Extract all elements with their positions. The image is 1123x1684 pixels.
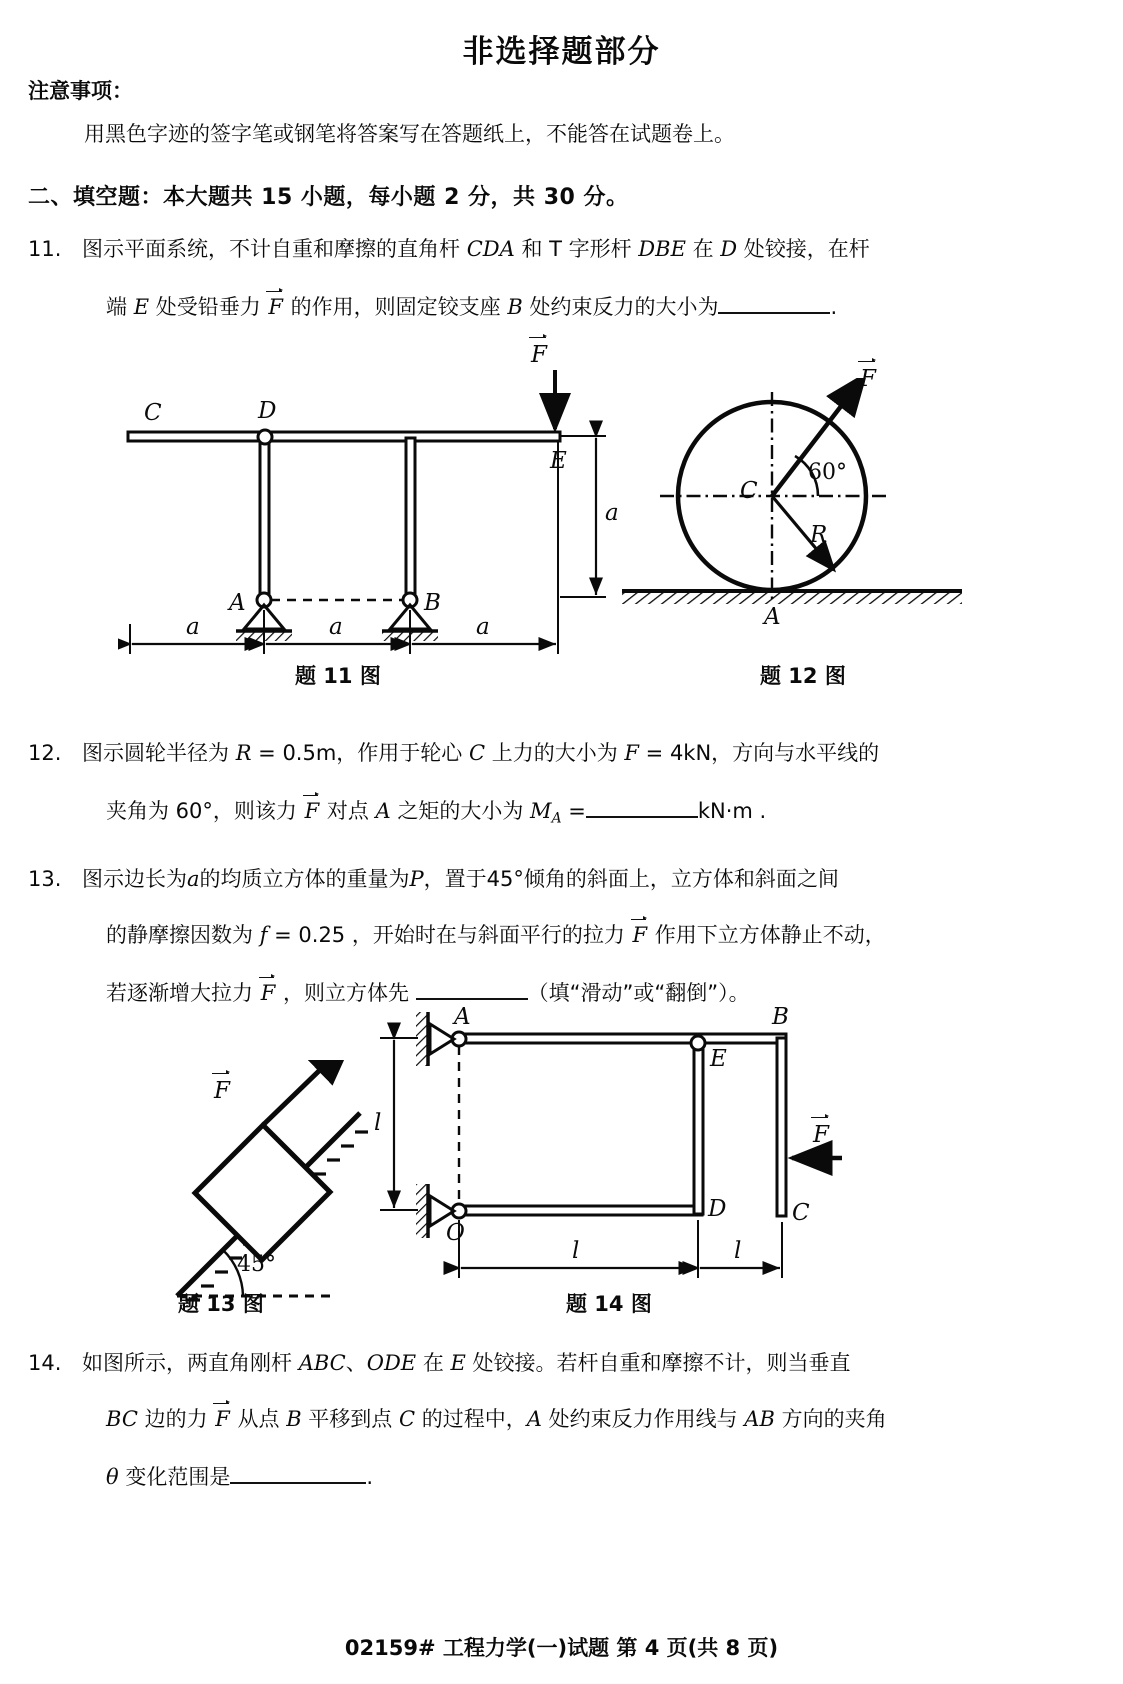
fig14-dim-h1: l [572,1238,580,1264]
question-12-line-1 [82,742,879,764]
question-12 [28,742,1098,842]
q11-answer-blank[interactable] [718,294,830,314]
fig14-label-E: E [710,1046,727,1072]
q11-l1-c: 在 [685,237,721,261]
fig11-label-B: B [424,590,441,616]
q11-var-b: B [507,295,523,319]
question-11-number: 11. [28,237,62,261]
q12-l1-b: = 0.5m，作用于轮心 [251,741,469,765]
fig11-dim-h1: a [186,614,200,640]
q11-l2-b: 处受铅垂力 [149,295,268,319]
page-title: 非选择题部分 [462,34,661,70]
q13-vector-f: F [632,923,648,947]
question-13-line-2 [106,924,886,946]
q14-l2-f: 处约束反力作用线与 [541,1407,745,1431]
q13-l1-b: 的均质立方体的重量为 [199,867,410,891]
q14-l1-d: 处铰接。若杆自重和摩擦不计，则当垂直 [465,1351,851,1375]
figure-12-caption: 题 12 图 [760,664,846,688]
fig11-dim-h2: a [329,614,343,640]
q14-var-bc: BC [106,1407,138,1431]
q12-var-c: C [468,741,486,765]
q12-var-m: M [530,799,552,823]
q14-var-a: A [526,1407,542,1431]
q13-l1-a: 图示边长为 [82,867,187,891]
q14-l1-a: 如图所示，两直角刚杆 [82,1351,299,1375]
q11-l1-b: 和 T 字形杆 [514,237,639,261]
q13-l2-c: 作用下立方体静止不动， [648,923,886,947]
question-14-line-3 [106,1464,373,1488]
fig14-dim-vertical: l [374,1110,382,1136]
q12-var-m-sub: A [551,810,562,827]
fig13-label-F: F [214,1078,230,1104]
fig11-label-C: C [144,400,162,426]
q12-l2-a: 夹角为 60°，则该力 [106,799,304,823]
q14-l3-tail: . [366,1465,374,1489]
q12-l2-tail: kN·m . [697,799,767,823]
fig12-label-R: R [810,522,828,548]
question-14-line-2 [106,1408,887,1430]
fig12-angle-label: 60° [808,460,847,485]
q12-vector-f: F [304,799,320,823]
question-14-line-1 [82,1352,851,1374]
figure-12 [612,366,972,638]
q14-var-b: B [286,1407,302,1431]
fig14-dim-h2: l [734,1238,742,1264]
fig14-label-B: B [772,1004,789,1030]
fig11-dim-vertical: a [605,500,619,526]
q14-answer-blank[interactable] [230,1464,366,1484]
question-11-line-2 [106,294,837,318]
fig14-label-C: C [792,1200,810,1226]
q14-l2-g: 方向的夹角 [774,1407,887,1431]
q12-l1-a: 图示圆轮半径为 [82,741,236,765]
fig14-label-D: D [708,1196,727,1222]
fig11-label-A: A [229,590,246,616]
fig12-label-F: F [860,366,876,392]
q12-l1-d: = 4kN，方向与水平线的 [639,741,880,765]
figure-12-svg [612,378,972,638]
figure-13-caption: 题 13 图 [178,1292,264,1316]
question-13-number: 13. [28,867,62,891]
figure-14 [372,1004,842,1290]
q14-var-c: C [398,1407,416,1431]
q12-l1-c: 上力的大小为 [485,741,625,765]
q12-var-f: F [624,741,639,765]
q13-l3-c: （填“滑动”或“翻倒”）。 [527,981,750,1005]
q14-var-ode: ODE [366,1351,417,1375]
q11-l2-d: 处约束反力的大小为 [522,295,719,319]
q13-answer-blank[interactable] [416,980,528,1000]
question-12-line-2 [106,798,766,826]
notice-label: 注意事项： [28,79,133,103]
figure-14-svg [372,1010,842,1290]
q12-l2-d: = [561,799,586,823]
q12-l2-b: 对点 [320,799,376,823]
q13-var-p: P [409,867,424,891]
page-footer: 02159# 工程力学(一)试题 第 4 页(共 8 页) [344,1636,779,1660]
q11-l1-a: 图示平面系统，不计自重和摩擦的直角杆 [82,237,467,261]
q11-l1-d: 处铰接，在杆 [737,237,870,261]
q13-l3-b: ，则立方体先 [276,981,416,1005]
q14-l2-b: 边的力 [137,1407,215,1431]
q13-var-a: a [187,867,200,891]
q11-var-cda: CDA [466,237,515,261]
fig11-label-D: D [258,398,277,424]
fig11-label-F: F [531,342,547,368]
q14-var-e: E [450,1351,466,1375]
q14-l2-c: 从点 [230,1407,287,1431]
q14-var-ab: AB [744,1407,775,1431]
q14-vector-f: F [215,1407,230,1431]
q12-var-a: A [375,799,391,823]
fig12-label-C: C [740,478,758,504]
q11-var-dbe: DBE [638,237,686,261]
q14-var-theta: θ [106,1465,119,1489]
q14-l2-e: 的过程中， [415,1407,527,1431]
notice-text: 用黑色字迹的签字笔或钢笔将答案写在答题纸上，不能答在试题卷上。 [84,122,735,146]
q13-l2-b: = 0.25 ，开始时在与斜面平行的拉力 [267,923,632,947]
q11-vector-f: F [268,295,283,319]
question-11 [28,238,1098,338]
q14-var-abc: ABC [298,1351,346,1375]
q13-l2-a: 的静摩擦因数为 [106,923,260,947]
q12-var-r: R [235,741,252,765]
figure-14-caption: 题 14 图 [566,1292,652,1316]
q11-l2-a: 端 [106,295,134,319]
figure-11 [118,342,628,662]
q11-var-d: D [720,237,738,261]
q13-vector-f2: F [260,981,276,1005]
question-13-line-3 [106,980,750,1004]
fig11-dim-h3: a [476,614,490,640]
section-heading: 二、填空题：本大题共 15 小题，每小题 2 分，共 30 分。 [28,185,629,210]
fig11-label-E: E [550,448,567,474]
question-11-line-1 [82,238,870,260]
question-13-line-1 [82,868,839,890]
q14-l1-b: 、 [345,1351,367,1375]
question-12-number: 12. [28,741,62,765]
fig12-label-A: A [764,604,781,630]
q11-l2-tail: . [830,295,838,319]
question-13 [28,868,1098,1028]
figure-11-caption: 题 11 图 [295,664,381,688]
q13-l1-c: ，置于45°倾角的斜面上，立方体和斜面之间 [423,867,839,891]
q14-l3-b: 变化范围是 [118,1465,231,1489]
question-14-number: 14. [28,1351,62,1375]
q13-var-f-coef: f [259,923,268,947]
question-14 [28,1352,1098,1512]
fig14-label-F: F [813,1122,829,1148]
q11-l2-c: 的作用，则固定铰支座 [283,295,508,319]
q14-l1-c: 在 [416,1351,451,1375]
q12-l2-c: 之矩的大小为 [390,799,531,823]
q14-l2-d: 平移到点 [301,1407,399,1431]
q11-var-e: E [133,295,150,319]
q13-l3-a: 若逐渐增大拉力 [106,981,260,1005]
fig13-angle-label: 45° [237,1252,276,1277]
fig14-label-O: O [446,1220,465,1246]
q12-answer-blank[interactable] [586,798,698,818]
fig14-label-A: A [454,1004,471,1030]
